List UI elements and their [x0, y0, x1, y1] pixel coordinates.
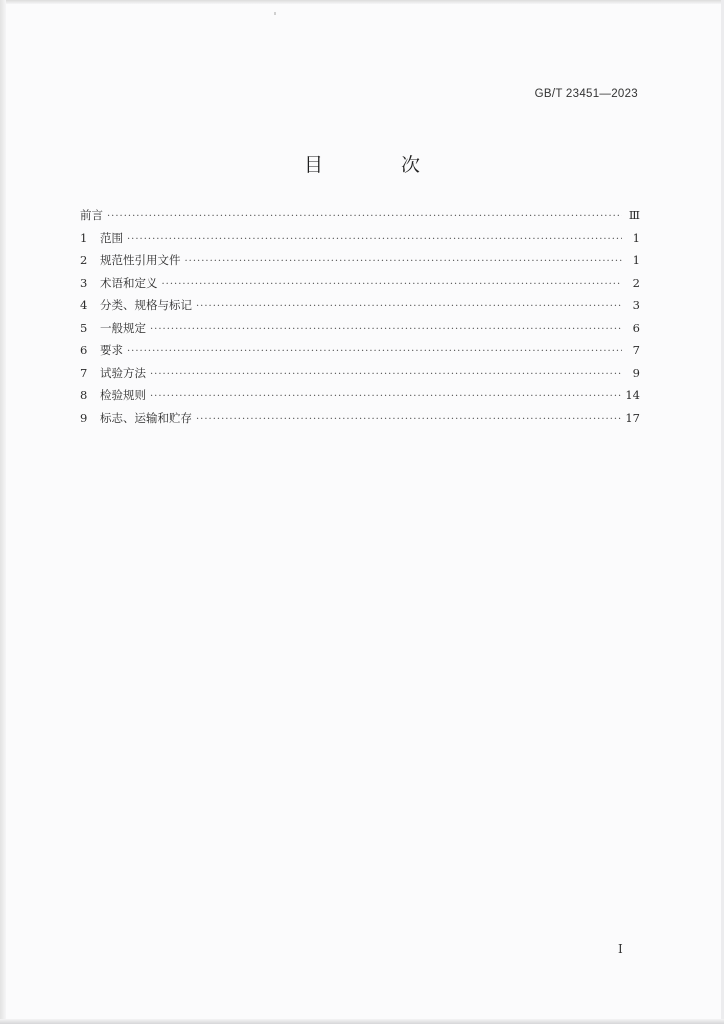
toc-entry-page: 3 — [632, 298, 640, 312]
toc-entry-label: 试验方法 — [100, 365, 146, 380]
toc-entry-normative-references[interactable] — [80, 252, 640, 275]
toc-entry-label: 分类、规格与标记 — [100, 298, 192, 312]
toc-entry-number: 4 — [80, 298, 88, 312]
toc-entry-number: 5 — [80, 320, 88, 335]
toc-dot-leader — [162, 279, 623, 290]
toc-entry-number: 2 — [80, 253, 88, 267]
toc-title: 目 次 — [303, 154, 457, 176]
toc-entry-number: 9 — [80, 410, 88, 425]
scan-edge-top — [0, 0, 724, 4]
toc-entry-number: 8 — [80, 388, 88, 402]
toc-dot-leader — [150, 391, 621, 402]
toc-entry-page: 1 — [632, 230, 640, 245]
toc-entry-foreword[interactable] — [80, 207, 640, 230]
toc-entry-inspection-rules[interactable] — [80, 387, 640, 410]
toc-entry-number: 7 — [80, 365, 88, 380]
toc-entry-classification[interactable] — [80, 297, 640, 320]
toc-dot-leader — [107, 211, 622, 222]
toc-entry-marking-transport-storage[interactable] — [80, 410, 640, 433]
toc-entry-test-methods[interactable] — [80, 365, 640, 388]
toc-entry-label: 检验规则 — [100, 388, 146, 402]
toc-dot-leader — [150, 369, 622, 380]
toc-entry-label: 术语和定义 — [100, 275, 158, 290]
toc-entry-label: 标志、运输和贮存 — [100, 410, 192, 425]
table-of-contents — [80, 207, 640, 432]
toc-entry-terms-definitions[interactable] — [80, 275, 640, 298]
toc-dot-leader — [196, 301, 622, 312]
toc-entry-page: Ⅲ — [628, 208, 640, 222]
toc-dot-leader — [127, 346, 622, 357]
toc-entry-requirements[interactable] — [80, 342, 640, 365]
toc-entry-page: 1 — [632, 253, 640, 267]
toc-entry-label: 范围 — [100, 230, 123, 245]
toc-entry-label: 一般规定 — [100, 320, 146, 335]
standard-code: GB/T 23451—2023 — [534, 88, 638, 100]
toc-entry-number: 3 — [80, 275, 88, 290]
toc-dot-leader — [196, 414, 621, 425]
scan-edge-bottom — [0, 1019, 724, 1024]
toc-entry-page: 2 — [632, 275, 640, 290]
page-number: I — [618, 942, 623, 956]
toc-entry-general-provisions[interactable] — [80, 320, 640, 343]
toc-entry-page: 6 — [632, 320, 640, 335]
toc-entry-page: 14 — [625, 388, 640, 402]
toc-entry-number: 1 — [80, 230, 88, 245]
toc-entry-label: 要求 — [100, 343, 123, 357]
toc-entry-page: 9 — [632, 365, 640, 380]
toc-entry-scope[interactable] — [80, 230, 640, 253]
scan-speck — [274, 12, 276, 15]
toc-dot-leader — [127, 234, 622, 245]
toc-entry-label: 前言 — [80, 208, 103, 222]
toc-entry-label: 规范性引用文件 — [100, 253, 181, 267]
toc-entry-page: 7 — [632, 343, 640, 357]
toc-entry-page: 17 — [625, 410, 640, 425]
toc-dot-leader — [150, 324, 622, 335]
toc-dot-leader — [185, 256, 623, 267]
toc-entry-number: 6 — [80, 343, 88, 357]
